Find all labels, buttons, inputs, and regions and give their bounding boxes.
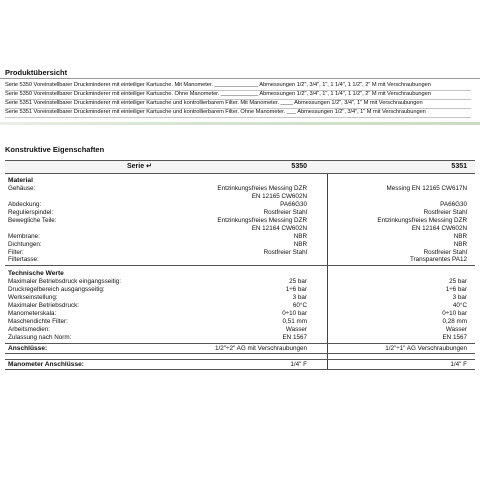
table-row [5,318,475,326]
cell-5350: 3 bar [292,294,307,302]
cell-5350: Rostfreier Stahl [263,248,307,256]
row-label: Bewegliche Teile: [8,216,57,224]
cell-5351: EN 12164 CW602N [411,224,467,232]
cell-5351: 0,28 mm [442,317,467,325]
table-row [5,334,475,342]
table-row [5,241,475,249]
cell-5351: Transparentes PA12 [409,256,467,264]
cell-5350: PA66G30 [280,201,307,208]
cell-5351: NBR [453,232,467,240]
table-row [5,294,475,302]
cell-5351: 25 bar [449,278,467,286]
cell-5351: 40°C [452,302,467,310]
table-row [5,217,475,233]
row-label: Zulassung nach Norm: [8,333,72,341]
cell-5350: NBR [293,232,307,240]
cell-5350: Rostfreier Stahl [263,208,307,216]
table-row [5,201,475,209]
column-header-5351: 5351 [451,163,467,170]
material-block [5,174,475,266]
gauge-connections-label: Manometer Anschlüsse: [8,361,84,369]
cell-5350: Entzinkungsfreies Messing DZR [217,216,307,224]
cell-5351: 3 bar [452,294,467,302]
table-row [5,209,475,217]
cell-5351: Rostfreier Stahl [423,208,467,216]
overview-line: Serie 5351 Voreinstellbarer Druckminderer mit einteiliger Kartusche und kontrollierbarem Filter. Mit Manometer. ____ Abmessungen 1/2", 3/4", 1" M mit Verschraubungen [5,100,423,107]
row-label: Filtertasse: [8,256,39,264]
row-label: Gehäuse: [8,185,36,192]
overview-title: Produktübersicht [5,68,68,77]
cell-5351: Messing EN 12165 CW617N [386,185,467,192]
cell-5350: 0,51 mm [282,317,307,325]
overview-row-rule [5,117,471,118]
cell-5351: Rostfreier Stahl [423,248,467,256]
cell-5351: Entzinkungsfreies Messing DZR [377,216,467,224]
row-label: Maximaler Betriebsdruck: [8,302,80,310]
overview-line: Serie 5350 Voreinstellbarer Druckminderer mit einteiliger Kartusche. Ohne Manometer. ____________ Abmessungen 1/2", 3/4", 1", 1 1/4", 1 1/2", 2" M mit Verschraubungen [5,91,431,98]
technical-block [5,266,475,343]
technical-heading: Technische Werte [8,270,64,278]
serie-header: Serie ↵ [127,163,152,170]
table-row [5,256,475,264]
properties-title: Konstruktive Eigenschaften [5,145,105,154]
gauge-connections-row [5,359,475,370]
row-label: Arbeitsmedien: [8,325,50,333]
table-row [5,286,475,294]
row-label: Membrane: [8,232,40,240]
cell-5350: 0÷10 bar [282,309,307,317]
cell-5350: 1/4" F [290,361,307,369]
row-label: Druckregelbereich ausgangsseitig: [8,286,105,294]
cell-5351: NBR [453,240,467,248]
table-row [5,302,475,310]
row-label: Filter: [8,248,24,256]
row-label: Regulierspindel: [8,208,54,216]
overview-row-rule [5,90,471,91]
cell-5350: EN 12164 CW602N [251,224,307,232]
cell-5351: 1/4" F [450,361,467,369]
row-label: Werkseinstellung: [8,294,58,302]
cell-5350: EN 1567 [282,333,307,341]
connections-label: Anschlüsse: [8,345,48,353]
row-label: Maximaler Betriebsdruck eingangsseitig: [8,278,122,286]
section-divider-bar [0,122,480,125]
cell-5350: Wasser [285,325,307,333]
overview-line: Serie 5350 Voreinstellbarer Druckminderer mit einteiliger Kartusche. Mit Manometer. ______________ Abmessungen 1/2", 3/4", 1", 1 1/4", 1 1/2", 2" M mit Verschraubungen [5,82,431,88]
overview-row-rule [5,99,471,100]
cell-5351: 1/2"÷1" AG Verschraubungen [385,345,467,353]
cell-5350: 60°C [292,302,307,310]
overview-top-rule [0,78,480,79]
cell-5351: 0÷10 bar [442,309,467,317]
column-header-5350: 5350 [291,163,307,170]
cell-5350: 1÷6 bar [285,286,307,294]
connections-row [5,343,475,354]
row-label: Dichtungen: [8,240,42,248]
cell-5351: 1÷6 bar [445,286,467,294]
table-row [5,278,475,286]
cell-5350: 1/2"÷2" AG mit Verschraubungen [215,345,307,353]
overview-line: Serie 5351 Voreinstellbarer Druckminderer mit einteiliger Kartusche und kontrollierbarem Filter. Ohne Manometer. ___ Abmessungen 1/2", 3/4", 1" M mit Verschraubungen [5,109,426,116]
cell-5350: 25 bar [289,278,307,286]
cell-5351: EN 1567 [442,333,467,341]
overview-row-rule [5,108,471,109]
cell-5351: Wasser [445,325,467,333]
table-header-row [5,160,475,174]
row-label: Abdeckung: [8,201,42,208]
table-row [5,185,475,201]
row-label: Manometerskala: [8,309,57,317]
cell-5350: NBR [293,240,307,248]
table-row [5,326,475,334]
cell-5350 [137,256,307,264]
table-row [5,249,475,257]
material-heading: Material [8,177,33,184]
properties-table [5,160,475,370]
cell-5350: EN 12165 CW602N [251,192,307,200]
table-row [5,310,475,318]
cell-5351: PA66G30 [440,201,467,208]
cell-5350: Entzinkungsfreies Messing DZR [217,185,307,192]
row-label: Maschendichte Filter: [8,317,68,325]
table-row [5,233,475,241]
